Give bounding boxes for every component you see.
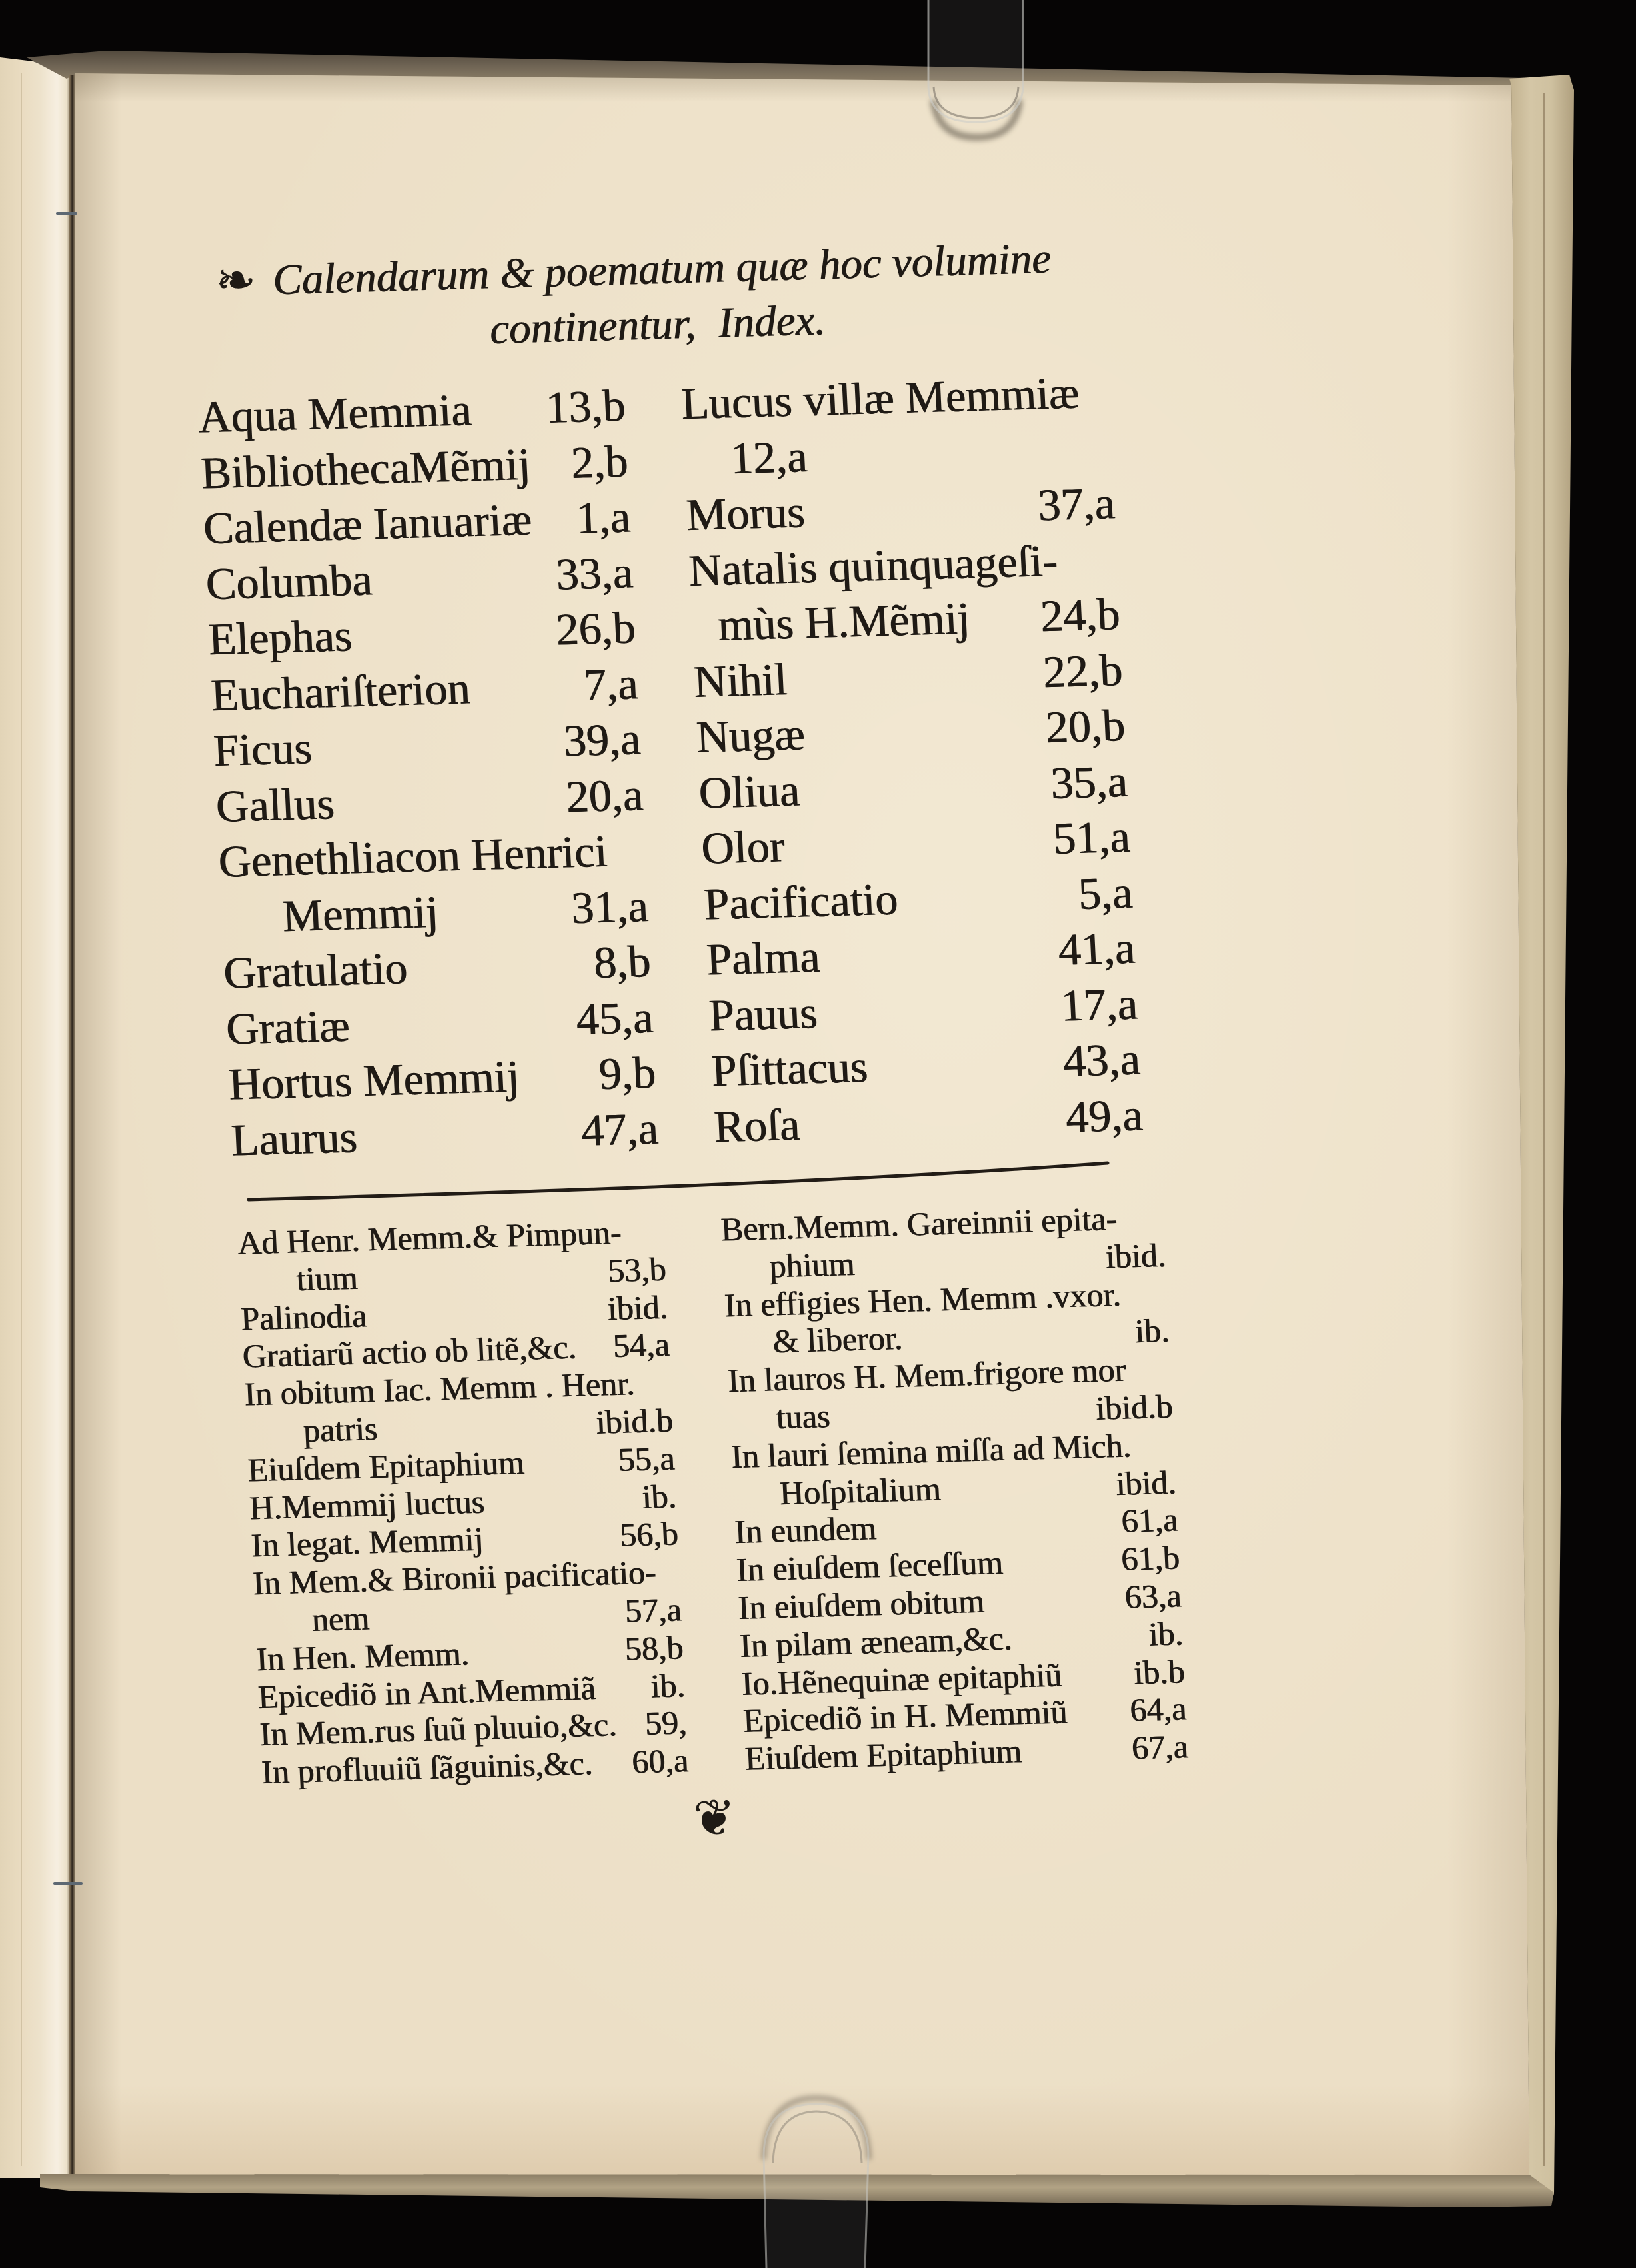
entry-title: Olor — [700, 820, 786, 874]
entry-title: Nihil — [692, 653, 788, 707]
entry-title: Pſittacus — [710, 1040, 869, 1096]
entry-page-ref: 35,a — [1049, 755, 1129, 808]
entry-page-ref: 17,a — [1059, 978, 1139, 1031]
entry-page-ref: 45,a — [575, 991, 654, 1044]
entry-title: Oliua — [698, 764, 801, 818]
entry-title: nem — [311, 1599, 371, 1638]
entry-title: Gratulatio — [222, 942, 409, 998]
entry-title: Epicediõ in H. Memmiũ — [742, 1693, 1068, 1740]
entry-page-ref: 9,b — [598, 1046, 657, 1100]
entry-title: In obitum Iac. Memm . Henr. — [243, 1364, 636, 1413]
entry-page-ref: 58,b — [624, 1628, 684, 1668]
entry-title: Laurus — [230, 1110, 359, 1166]
entry-title: In eiuſdem ſeceſſum — [735, 1544, 1004, 1589]
entry-page-ref: ibid.b — [595, 1401, 674, 1441]
entry-title: patris — [302, 1410, 379, 1450]
entry-page-ref: 51,a — [1052, 810, 1132, 864]
entry-page-ref: 54,a — [612, 1326, 670, 1365]
entry-title: mùs H.Mẽmij — [716, 592, 971, 650]
entry-page-ref: 47,a — [580, 1102, 660, 1156]
entry-title: In Mem.& Bironii pacificatio- — [252, 1553, 657, 1602]
entry-title: Palma — [705, 930, 821, 985]
entry-page-ref: 31,a — [570, 880, 650, 933]
entry-page-ref: 22,b — [1042, 644, 1124, 697]
entry-title: Morus — [685, 486, 806, 541]
entry-title: Aqua Memmia — [197, 384, 472, 443]
entry-page-ref: 60,a — [631, 1741, 690, 1781]
entry-page-ref: ib. — [1134, 1312, 1170, 1350]
entry-title: tuas — [775, 1397, 831, 1436]
entry-title: Roſa — [712, 1098, 801, 1152]
entry-title: Nugæ — [695, 708, 806, 762]
entry-title: In legat. Memmij — [250, 1520, 484, 1564]
entry-title: Pauus — [708, 986, 819, 1040]
entry-page-ref: 43,a — [1062, 1033, 1142, 1086]
entry-title: In pilam æneam,&c. — [739, 1619, 1013, 1664]
entry-page-ref: 49,a — [1064, 1088, 1144, 1142]
entry-page-ref: 37,a — [1036, 477, 1116, 531]
page-clip-top — [928, 0, 1023, 137]
entry-page-ref: ib.b — [1132, 1652, 1186, 1692]
entry-page-ref: ibid. — [606, 1288, 669, 1327]
entry-title: In profluuiũ ſãguinis,&c. — [261, 1744, 594, 1791]
entry-title: In eundem — [734, 1509, 878, 1551]
section-divider — [249, 1163, 1108, 1200]
entry-page-ref: 55,a — [617, 1439, 676, 1478]
entry-title: Euchariſterion — [209, 662, 472, 720]
entry-page-ref: 20,b — [1044, 699, 1126, 753]
entry-title: Natalis quinquageſi- — [687, 535, 1059, 596]
entry-title: In Mem.rus ſuũ pluuio,&c. — [259, 1705, 618, 1753]
entry-page-ref: ibid. — [1115, 1463, 1177, 1502]
entry-page-ref: 59, — [644, 1703, 688, 1743]
entry-page-ref: 61,b — [1120, 1538, 1181, 1578]
entry-page-ref: 64,a — [1129, 1690, 1188, 1729]
entry-title: Hortus Memmij — [227, 1050, 520, 1110]
entry-title: Gallus — [215, 777, 336, 832]
entry-page-ref: 1,a — [575, 491, 632, 543]
entry-title: Gratiæ — [225, 1000, 351, 1054]
entry-title: In Hen. Memm. — [255, 1634, 470, 1678]
entry-page-ref: 2,b — [570, 435, 629, 488]
entry-title: Bern.Memm. Gareinnii epita- — [720, 1199, 1118, 1248]
heading-line-2: continentur, Index. — [488, 296, 827, 354]
entry-page-ref: 24,b — [1039, 588, 1121, 642]
entry-page-ref: 57,a — [624, 1590, 683, 1630]
entry-page-ref: 5,a — [1077, 866, 1134, 919]
entry-title: H.Memmij luctus — [248, 1482, 486, 1526]
entry-page-ref: ib. — [641, 1477, 678, 1516]
entry-title: Palinodia — [240, 1296, 368, 1338]
entry-title: In effigies Hen. Memm .vxor. — [723, 1275, 1122, 1324]
entry-page-ref: 8,b — [592, 935, 652, 988]
entry-title: Lucus villæ Memmiæ — [680, 367, 1080, 429]
heading-title-text: Calendarum & poematum quæ hoc volumine — [271, 234, 1052, 305]
entry-title: & liberor. — [772, 1319, 904, 1360]
entry-title: Epicediõ in Ant.Memmiã — [257, 1668, 597, 1715]
entry-page-ref: 39,a — [562, 713, 642, 766]
entry-title: phium — [768, 1244, 856, 1285]
entry-page-ref: 56,b — [618, 1514, 679, 1554]
entry-page-ref: 12,a — [729, 430, 808, 483]
page-clip-top-body — [928, 0, 1023, 122]
page-clip-bottom — [764, 2098, 869, 2268]
entry-page-ref: 67,a — [1130, 1727, 1190, 1767]
entry-page-ref: ib. — [650, 1666, 686, 1705]
entry-title: Calendæ Ianuariæ — [202, 493, 533, 554]
entry-page-ref: 61,a — [1120, 1500, 1179, 1540]
entry-page-ref: 13,b — [544, 379, 627, 433]
entry-page-ref: 63,a — [1124, 1576, 1182, 1616]
entry-title: Elephas — [207, 610, 353, 665]
entry-title: Genethliacon Henrici — [217, 825, 608, 887]
entry-page-ref: ib. — [1148, 1614, 1184, 1653]
entry-page-ref: ibid. — [1104, 1236, 1167, 1276]
entry-title: Pacificatio — [702, 873, 899, 930]
entry-title: Ad Henr. Memm.& Pimpun- — [236, 1213, 622, 1262]
entry-title: In lauri ſemina miſſa ad Mich. — [730, 1426, 1132, 1475]
entry-title: Io.Hẽnequinæ epitaphiũ — [740, 1656, 1063, 1702]
entry-page-ref: 20,a — [565, 768, 644, 822]
entry-page-ref: ibid.b — [1095, 1387, 1174, 1427]
entry-title: tium — [295, 1258, 359, 1298]
entry-title: BibliothecaMẽmij — [199, 438, 532, 498]
entry-page-ref: 7,a — [582, 657, 640, 710]
entry-page-ref: 26,b — [554, 602, 637, 655]
entry-title: In eiuſdem obitum — [737, 1582, 986, 1626]
entry-title: Eiuſdem Epitaphium — [247, 1443, 526, 1489]
entry-title: Gratiarũ actio ob litẽ,&c. — [241, 1328, 578, 1375]
entry-title: Ficus — [212, 722, 313, 776]
entry-page-ref: 33,a — [554, 546, 634, 600]
entry-title: Hoſpitalium — [778, 1470, 942, 1512]
entry-title: Eiuſdem Epitaphium — [744, 1732, 1023, 1777]
entry-title: Columba — [205, 553, 373, 609]
entry-title: In lauros H. Mem.frigore mor — [726, 1350, 1127, 1400]
entry-title: Memmij — [281, 886, 440, 941]
entry-page-ref: 41,a — [1057, 922, 1136, 975]
entry-page-ref: 53,b — [606, 1250, 667, 1290]
